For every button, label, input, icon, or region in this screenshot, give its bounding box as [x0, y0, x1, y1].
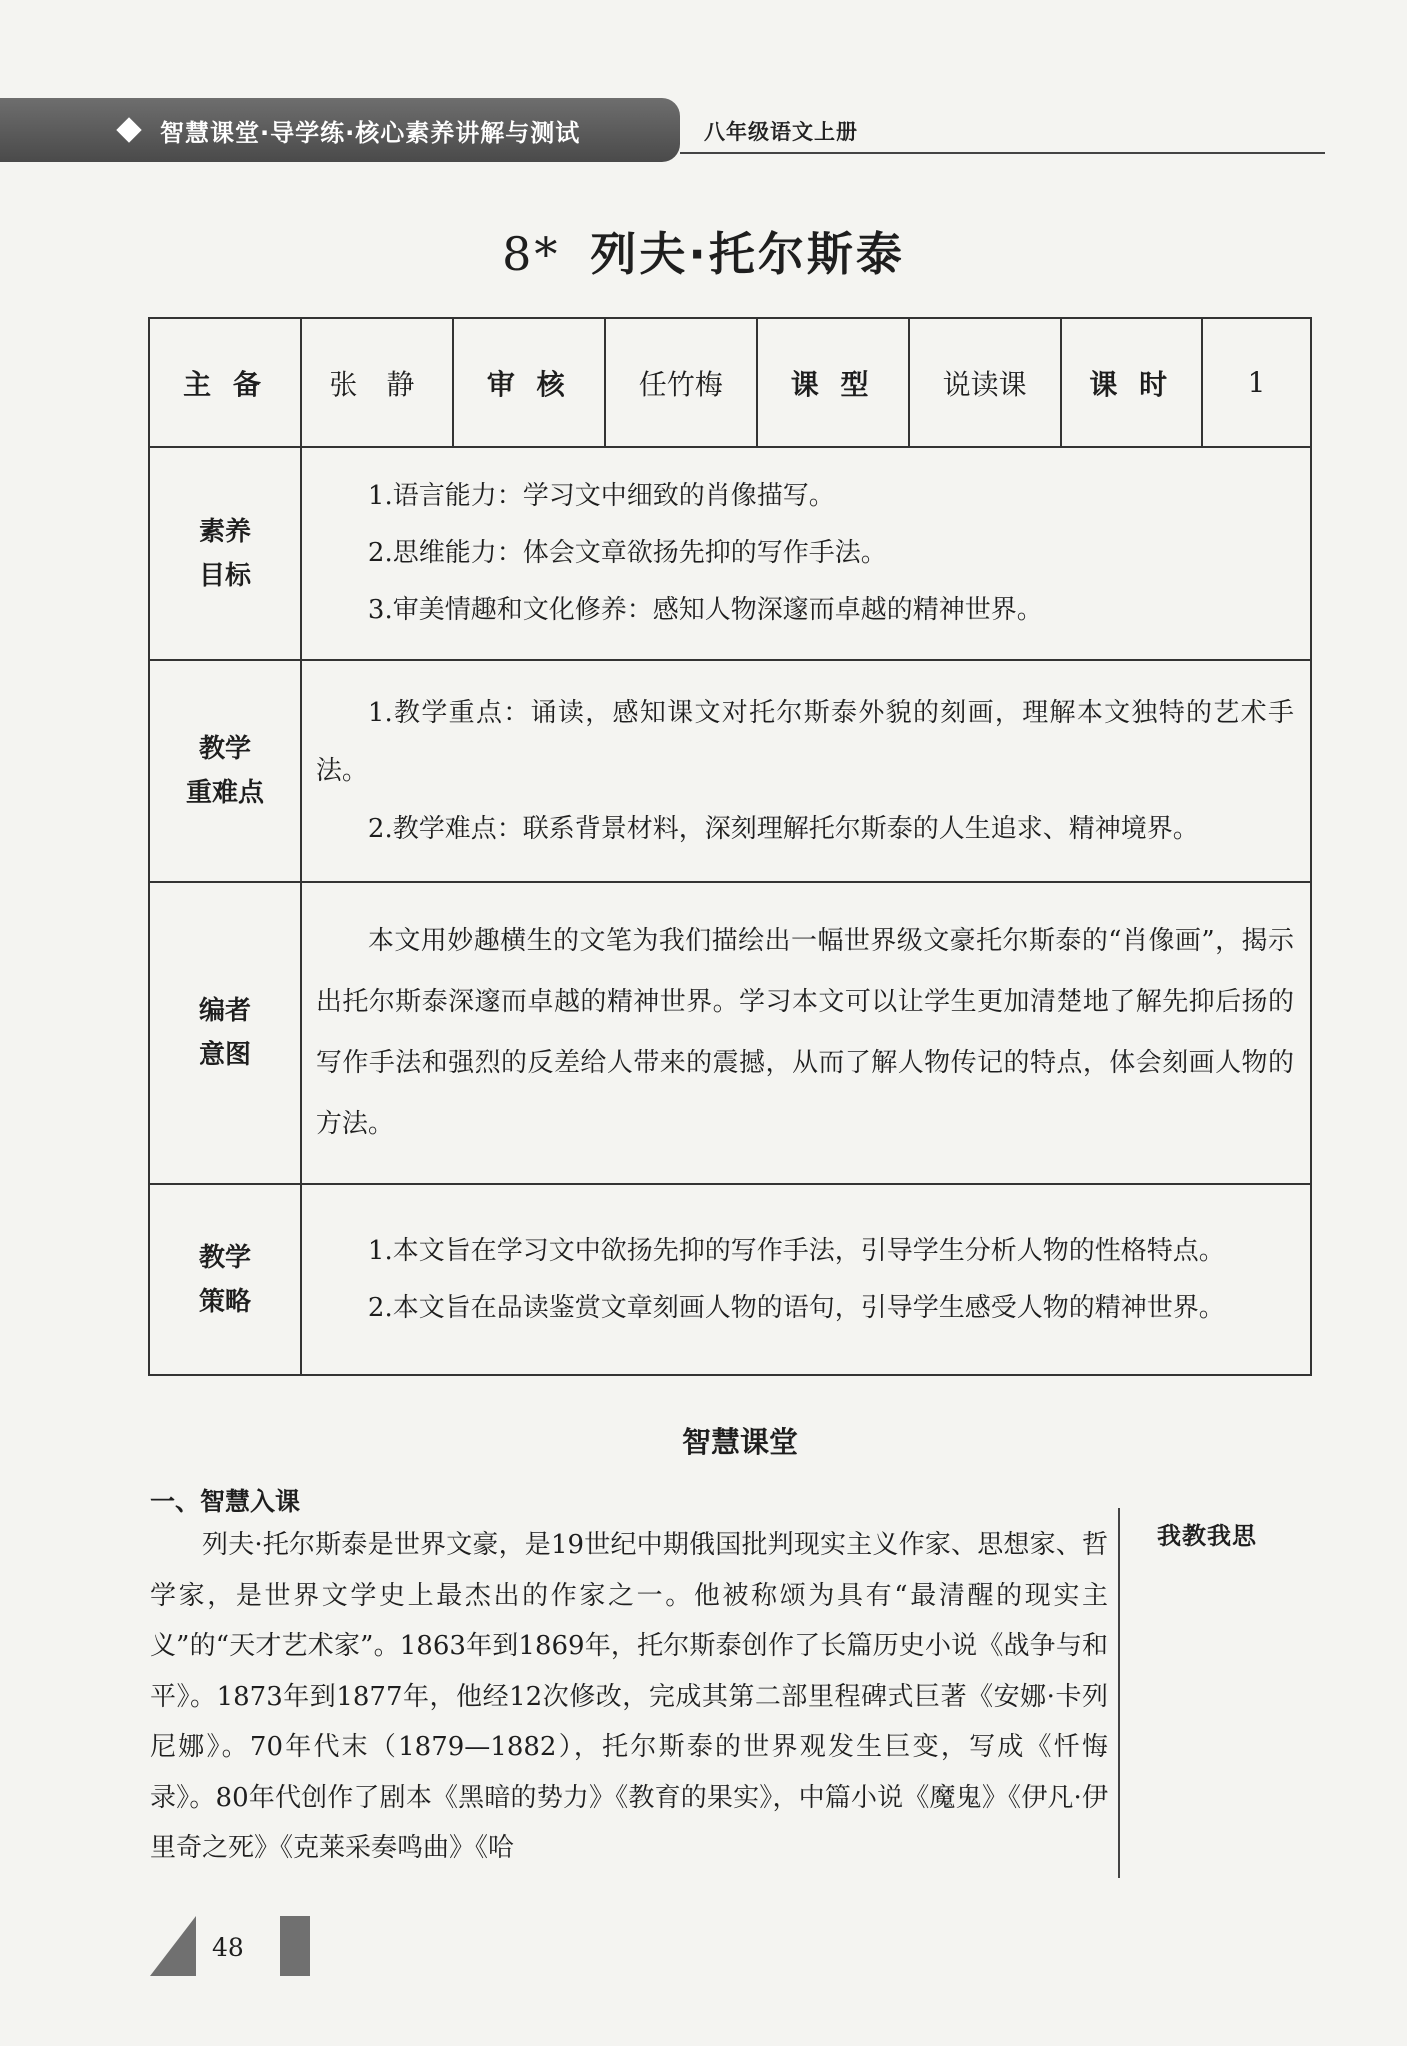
diamond-icon — [116, 117, 141, 142]
lesson-title — [0, 218, 1407, 284]
lesson-name: 列夫·托尔斯泰 — [590, 227, 905, 281]
paragraph: 列夫·托尔斯泰是世界文豪，是19世纪中期俄国批判现实主义作家、思想家、哲学家，是世界文学史上最杰出的作家之一。他被称颂为具有“最清醒的现实主义”的“天才艺术家”。1863年到1869年，托尔斯泰创作了长篇历史小说《战争与和平》。1873年到1877年，他经12次修改，完成其第二部里程碑式巨著《安娜·卡列尼娜》。70年代末（1879—1882），托尔斯泰的世界观发生巨变，写成《忏悔录》。80年代创作了剧本《黑暗的势力》《教育的果实》，中篇小说《魔鬼》《伊凡·伊里奇之死》《克莱采奏鸣曲》《哈 — [150, 1530, 1108, 1863]
notes-label: 我教我思 — [1157, 1522, 1257, 1550]
section-label: 教学 策略 — [149, 1184, 301, 1375]
lesson-number: 8* — [502, 227, 561, 281]
section-label: 编者 意图 — [149, 882, 301, 1184]
hours-value: 1 — [1202, 318, 1311, 447]
page-number: 48 — [212, 1933, 244, 1962]
reviewer-label: 审 核 — [453, 318, 605, 447]
page-header — [0, 98, 1325, 164]
section-title: 智慧课堂 — [681, 1425, 798, 1459]
body-text — [150, 1520, 1108, 1874]
paragraph: 2.本文旨在品读鉴赏文章刻画人物的语句，引导学生感受人物的精神世界。 — [367, 1292, 1225, 1323]
paragraph: 2.教学难点：联系背景材料，深刻理解托尔斯泰的人生追求、精神境界。 — [367, 814, 1199, 844]
hours-label: 课 时 — [1061, 318, 1202, 447]
section-row — [149, 1184, 1311, 1375]
series-title: 智慧课堂·导学练·核心素养讲解与测试 — [160, 118, 581, 147]
meta-row — [149, 318, 1311, 447]
header-divider — [680, 152, 1325, 154]
section-row — [149, 660, 1311, 882]
book-title: 八年级语文上册 — [704, 119, 858, 144]
paragraph: 1.语言能力：学习文中细致的肖像描写。 — [367, 481, 835, 511]
paragraph: 1.本文旨在学习文中欲扬先抑的写作手法，引导学生分析人物的性格特点。 — [367, 1235, 1225, 1266]
section-content — [301, 660, 1311, 882]
section-row — [149, 882, 1311, 1184]
section-row — [149, 447, 1311, 660]
sub-heading: 一、智慧入课 — [150, 1487, 301, 1516]
author-value: 张 静 — [301, 318, 453, 447]
paragraph: 3.审美情趣和文化修养：感知人物深邃而卓越的精神世界。 — [367, 595, 1043, 625]
lesson-plan-table — [148, 317, 1312, 1376]
section-content — [301, 1184, 1311, 1375]
series-banner — [0, 98, 680, 162]
section-content — [301, 882, 1311, 1184]
reviewer-value: 任竹梅 — [605, 318, 757, 447]
section-label: 教学 重难点 — [149, 660, 301, 882]
paragraph: 1.教学重点：诵读，感知课文对托尔斯泰外貌的刻画，理解本文独特的艺术手法。 — [315, 698, 1294, 786]
section-content — [301, 447, 1311, 660]
author-label: 主 备 — [149, 318, 301, 447]
section-label: 素养 目标 — [149, 447, 301, 660]
type-label: 课 型 — [757, 318, 909, 447]
footer-triangle — [150, 1916, 196, 1976]
footer-block — [280, 1916, 310, 1976]
paragraph: 本文用妙趣横生的文笔为我们描绘出一幅世界级文豪托尔斯泰的“肖像画”，揭示出托尔斯泰深邃而卓越的精神世界。学习本文可以让学生更加清楚地了解先抑后扬的写作手法和强烈的反差给人带来的震撼，从而了解人物传记的特点，体会刻画人物的方法。 — [315, 926, 1294, 1139]
type-value: 说读课 — [909, 318, 1061, 447]
margin-divider — [1118, 1508, 1120, 1878]
paragraph: 2.思维能力：体会文章欲扬先抑的写作手法。 — [367, 538, 887, 568]
